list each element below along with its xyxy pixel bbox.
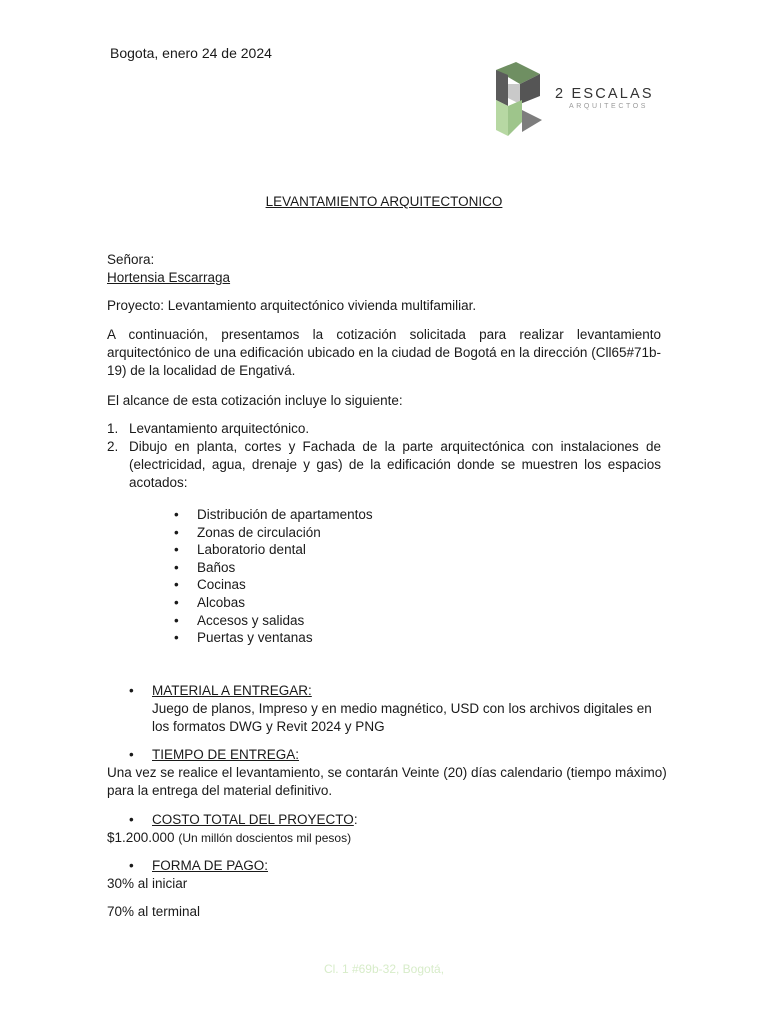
footer-address: Cl. 1 #69b-32, Bogotá, (323, 962, 445, 976)
payment-line-1: 30% al iniciar (107, 876, 188, 891)
bullet-icon: • (174, 542, 179, 558)
bullet-icon: • (129, 747, 134, 762)
section-heading: MATERIAL A ENTREGAR: (152, 683, 312, 698)
logo-name: 2 ESCALAS (555, 86, 654, 102)
spaces-list (174, 506, 373, 647)
list-item: • Accesos y salidas (174, 612, 305, 628)
section-body: Juego de planos, Impreso y en medio magnético, USD con los archivos digitales en los formatos DWG y Revit 2024 y PNG (152, 701, 652, 734)
scope-item-number: 1. (107, 421, 119, 436)
section-heading: FORMA DE PAGO: (152, 858, 269, 873)
scope-item-text: Levantamiento arquitectónico. (129, 421, 310, 436)
recipient-name: Hortensia Escarraga (107, 270, 231, 285)
project-line: Proyecto: Levantamiento arquitectónico vivienda multifamiliar. (107, 298, 477, 313)
scope-item (107, 438, 661, 492)
cost-amount-words: (Un millón doscientos mil pesos) (178, 831, 352, 845)
scope-list (107, 420, 661, 492)
list-item: • Distribución de apartamentos (174, 507, 373, 522)
list-item: • Alcobas (174, 594, 246, 610)
bullet-icon: • (174, 594, 179, 610)
list-item: • Baños (174, 559, 236, 575)
salutation: Señora: (107, 252, 155, 267)
section-body: Una vez se realice el levantamiento, se contarán Veinte (20) días calendario (tiempo máximo) para la entrega del material definitivo. (107, 765, 667, 798)
list-item: • Cocinas (174, 577, 246, 593)
payment-line-2: 70% al terminal (107, 904, 201, 919)
bullet-icon: • (174, 559, 179, 575)
bullet-icon: • (174, 630, 179, 646)
bullet-icon: • (174, 507, 179, 522)
company-logo (492, 60, 692, 140)
total-cost-section: • COSTO TOTAL DEL PROYECTO: (129, 812, 358, 827)
list-item: • Laboratorio dental (174, 542, 306, 558)
scope-item-text: Dibujo en planta, cortes y Fachada de la parte arquitectónica con instalaciones de (electricidad, agua, drenaje y gas) de la edificación donde se muestren los espacios acotados: (129, 439, 661, 490)
cost-amount: $1.200.000 (107, 830, 175, 845)
document-title: LEVANTAMIENTO ARQUITECTONICO (265, 194, 503, 209)
material-section (129, 682, 662, 736)
scope-item-number: 2. (107, 439, 119, 454)
cost-amount-line (107, 829, 661, 847)
list-item: • Puertas y ventanas (174, 630, 313, 646)
scope-item (107, 420, 661, 438)
scope-intro: El alcance de esta cotización incluye lo siguiente: (107, 393, 403, 408)
bullet-icon: • (174, 524, 179, 540)
bullet-icon: • (129, 858, 134, 873)
bullet-icon: • (129, 683, 134, 698)
section-heading: TIEMPO DE ENTREGA: (152, 747, 300, 762)
logo-mark-icon (492, 60, 548, 140)
intro-paragraph: A continuación, presentamos la cotización solicitada para realizar levantamiento arquitectónico de una edificación ubicado en la ciudad de Bogotá en la dirección (Cll65#71b-19) de la localidad de Engativá. (107, 327, 661, 378)
letter-date: Bogota, enero 24 de 2024 (110, 45, 272, 61)
bullet-icon: • (174, 577, 179, 593)
section-heading: COSTO TOTAL DEL PROYECTO (152, 812, 354, 827)
bullet-icon: • (129, 812, 134, 827)
bullet-icon: • (174, 612, 179, 628)
delivery-time-section (129, 746, 299, 764)
payment-section (129, 857, 268, 875)
list-item: • Zonas de circulación (174, 524, 321, 540)
logo-subtitle: ARQUITECTOS (569, 103, 649, 110)
